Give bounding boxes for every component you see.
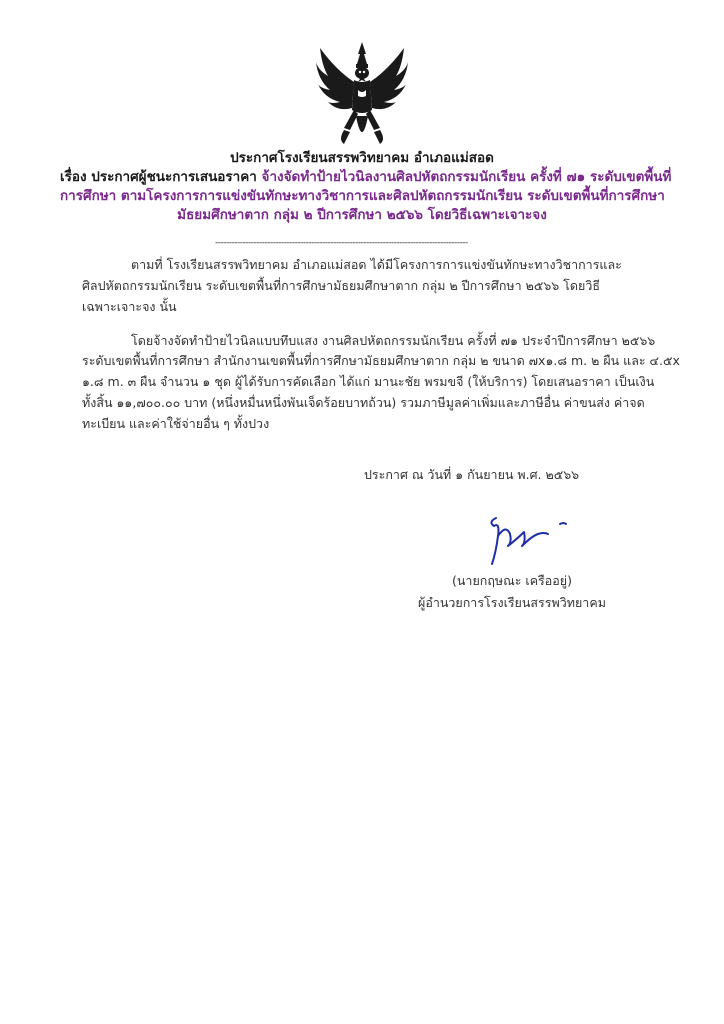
paragraph1-line1: ตามที่ โรงเรียนสรรพวิทยาคม อำเภอแม่สอด ได้มีโครงการการแข่งขันทักษะทางวิชาการและ (131, 257, 622, 272)
header-subject (60, 168, 672, 186)
paragraph1-line2: ศิลปหัตถกรรมนักเรียน ระดับเขตพื้นที่การศึกษามัธยมศึกษาตาก กลุ่ม ๒ ปีการศึกษา ๒๕๖๖ โดยวิธี (82, 278, 600, 293)
announce-date: ประกาศ ณ วันที่ ๑ กันยายน พ.ศ. ๒๕๖๖ (364, 467, 580, 482)
garuda-emblem-icon (314, 40, 410, 150)
header-subject-line3: มัธยมศึกษาตาก กลุ่ม ๒ ปีการศึกษา ๒๕๖๖ โดยวิธีเฉพาะเจาะจง (177, 207, 547, 223)
header-title: ประกาศโรงเรียนสรรพวิทยาคม อำเภอแม่สอด (230, 150, 494, 166)
paragraph2-line3: ๑.๘ m. ๓ ผืน จำนวน ๑ ชุด ผู้ได้รับการคัดเลือก ได้แก่ มานะชัย พรมขจี (ให้บริการ) โดยเสนอราคา เป็นเงิน (82, 374, 655, 389)
paragraph2-line4: ทั้งสิ้น ๑๑,๗๐๐.๐๐ บาท (หนึ่งหมื่นหนึ่งพันเจ็ดร้อยบาทถ้วน) รวมภาษีมูลค่าเพิ่มและภาษีอื่น ค่าขนส่ง ค่าจด (82, 395, 645, 410)
paragraph2-line1: โดยจ้างจัดทำป้ายไวนิลแบบทึบแสง งานศิลปหัตถกรรมนักเรียน ครั้งที่ ๗๑ ประจำปีการศึกษา ๒๕๖๖ (131, 333, 656, 348)
divider-line: -------------------------------------------------------------------------------------------- (215, 238, 468, 248)
paragraph2-line2: ระดับเขตพื้นที่การศึกษา สำนักงานเขตพื้นที่การศึกษามัธยมศึกษาตาก กลุ่ม ๒ ขนาด ๗x๑.๘ m. ๒ ผืน และ ๔.๕x (82, 353, 680, 368)
handwritten-signature (478, 512, 578, 572)
paragraph2-line5: ทะเบียน และค่าใช้จ่ายอื่น ๆ ทั้งปวง (82, 416, 270, 431)
signatory-name: (นายกฤษณะ เครืออยู่) (452, 573, 572, 588)
header-subject-text: จ้างจัดทำป้ายไวนิลงานศิลปหัตถกรรมนักเรียน ครั้งที่ ๗๑ ระดับเขตพื้นที่ (256, 169, 672, 185)
header-subject-line2: การศึกษา ตามโครงการการแข่งขันทักษะทางวิชาการและศิลปหัตถกรรมนักเรียน ระดับเขตพื้นที่การศึกษา (60, 188, 665, 204)
header-subject-prefix: เรื่อง ประกาศผู้ชนะการเสนอราคา (60, 169, 257, 185)
paragraph1-line3: เฉพาะเจาะจง นั้น (82, 299, 177, 314)
signatory-position: ผู้อำนวยการโรงเรียนสรรพวิทยาคม (418, 595, 606, 610)
